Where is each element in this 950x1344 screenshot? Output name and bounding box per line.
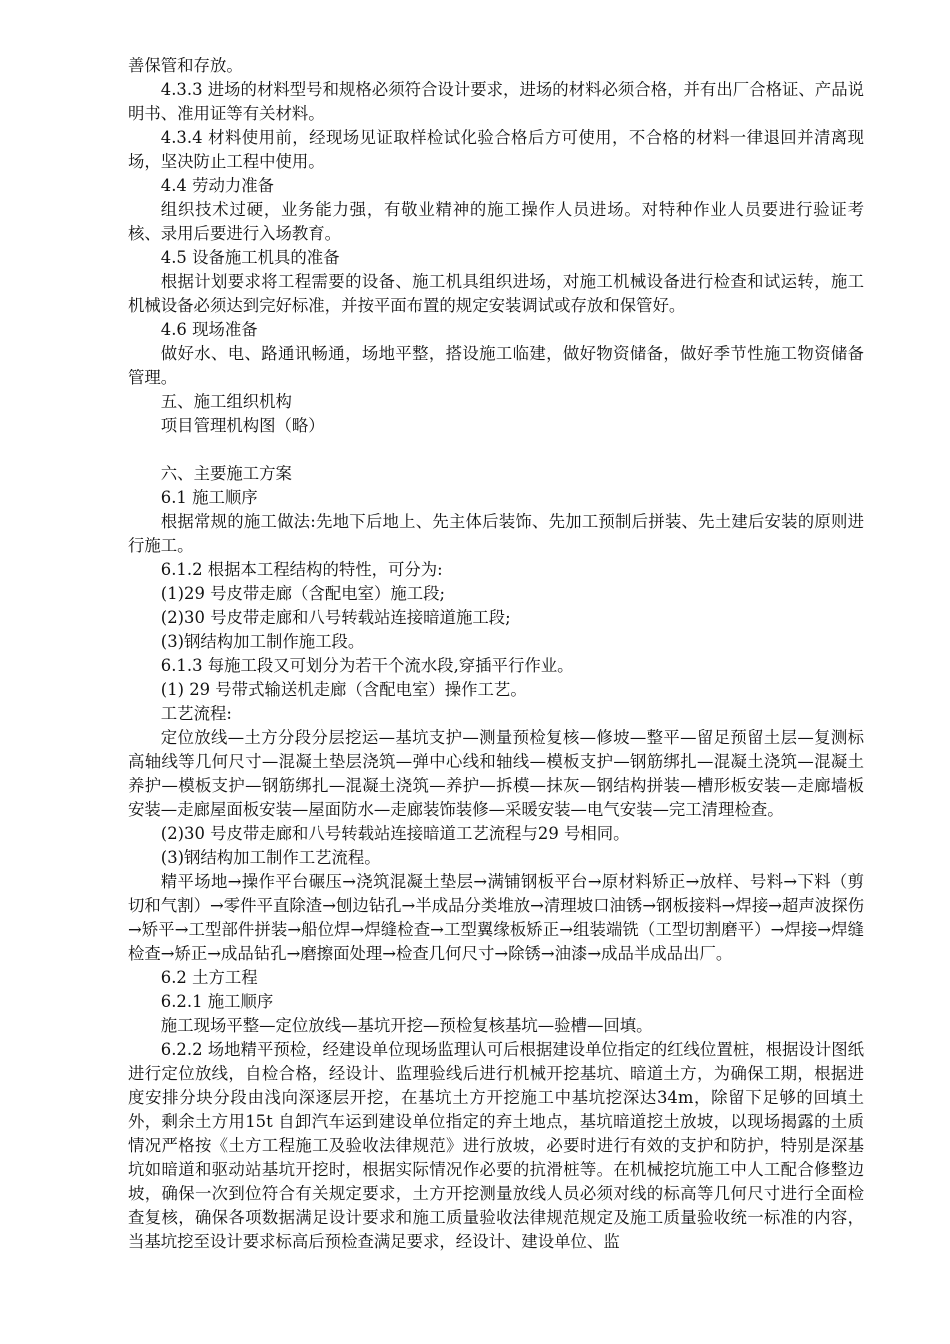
paragraph: 根据计划要求将工程需要的设备、施工机具组织进场，对施工机械设备进行检查和试运转，施工机械设备必须达到完好标准，并按平面布置的规定安装调试或存放和保管好。 <box>128 272 864 315</box>
list-item: (3)钢结构加工制作工艺流程。 <box>160 848 381 867</box>
paragraph: 4.3.4 材料使用前，经现场见证取样检试化验合格后方可使用，不合格的材料一律退回并清离现场，坚决防止工程中使用。 <box>128 128 864 171</box>
section-heading: 4.6 现场准备 <box>160 320 258 339</box>
blank-line <box>128 438 864 462</box>
paragraph: 6.1.2 根据本工程结构的特性，可分为: <box>160 560 443 579</box>
paragraph: 6.1.3 每施工段又可划分为若干个流水段,穿插平行作业。 <box>160 656 574 675</box>
paragraph: 6.2.2 场地精平预检，经建设单位现场监理认可后根据建设单位指定的红线位置桩，根据设计图纸进行定位放线，自检合格，经设计、监理验线后进行机械开挖基坑、暗道土方，为确保工期，根据进度安排分块分段由浅向深逐层开挖，在基坑土方开挖施工中基坑挖深达34m，除留下足够的回填土外，剩余土方用15t 自卸汽车运到建设单位指定的弃土地点，基坑暗道挖土放坡，以现场揭露的土质情况严格按《土方工程施工及验收法律规范》进行放坡，必要时进行有效的支护和防护，特别是深基坑如暗道和驱动站基坑开挖时，根据实际情况作必要的抗滑桩等。在机械挖坑施工中人工配合修整边坡，确保一次到位符合有关规定要求，土方开挖测量放线人员必须对线的标高等几何尺寸进行全面检查复核，确保各项数据满足设计要求和施工质量验收法律规范规定及施工质量验收统一标准的内容，当基坑挖至设计要求标高后预检查满足要求，经设计、建设单位、监 <box>128 1040 864 1251</box>
paragraph: 根据常规的施工做法:先地下后地上、先主体后装饰、先加工预制后拼装、先土建后安装的原则进行施工。 <box>128 512 864 555</box>
chapter-heading: 五、施工组织机构 <box>160 392 292 411</box>
section-heading: 6.1 施工顺序 <box>160 488 258 507</box>
section-heading: 4.4 劳动力准备 <box>160 176 275 195</box>
chapter-heading: 六、主要施工方案 <box>160 464 292 483</box>
paragraph: 组织技术过硬，业务能力强，有敬业精神的施工操作人员进场。对特种作业人员要进行验证考核、录用后要进行入场教育。 <box>128 200 864 243</box>
list-item: (3)钢结构加工制作施工段。 <box>160 632 365 651</box>
paragraph: 4.3.3 进场的材料型号和规格必须符合设计要求，进场的材料必须合格，并有出厂合格证、产品说明书、准用证等有关材料。 <box>128 80 864 123</box>
paragraph: 施工现场平整—定位放线—基坑开挖—预检复核基坑—验槽—回填。 <box>160 1016 653 1035</box>
document-page <box>128 54 864 1254</box>
paragraph: 定位放线—土方分段分层挖运—基坑支护—测量预检复核—修坡—整平—留足预留土层—复测标高轴线等几何尺寸—混凝土垫层浇筑—弹中心线和轴线—模板支护—钢筋绑扎—混凝土浇筑—混凝土养护—模板支护—钢筋绑扎—混凝土浇筑—养护—拆模—抹灰—钢结构拼装—槽形板安装—走廊墙板安装—走廊屋面板安装—屋面防水—走廊装饰装修—采暖安装—电气安装—完工清理检查。 <box>128 728 864 819</box>
paragraph: 工艺流程: <box>160 704 232 723</box>
list-item: (2)30 号皮带走廊和八号转载站连接暗道工艺流程与29 号相同。 <box>160 824 630 843</box>
paragraph: 善保管和存放。 <box>128 56 243 75</box>
list-item: (1) 29 号带式输送机走廊（含配电室）操作工艺。 <box>160 680 527 699</box>
paragraph: 项目管理机构图（略） <box>160 416 325 435</box>
section-heading: 4.5 设备施工机具的准备 <box>160 248 340 267</box>
paragraph: 做好水、电、路通讯畅通，场地平整，搭设施工临建，做好物资储备，做好季节性施工物资储备管理。 <box>128 344 864 387</box>
list-item: (1)29 号皮带走廊（含配电室）施工段; <box>160 584 446 603</box>
section-heading: 6.2 土方工程 <box>160 968 258 987</box>
list-item: (2)30 号皮带走廊和八号转载站连接暗道施工段; <box>160 608 511 627</box>
section-heading: 6.2.1 施工顺序 <box>160 992 274 1011</box>
paragraph: 精平场地→操作平台碾压→浇筑混凝土垫层→满铺钢板平台→原材料矫正→放样、号料→下料（剪切和气割）→零件平直除渣→刨边钻孔→半成品分类堆放→清理坡口油锈→钢板接料→焊接→超声波探伤→矫平→工型部件拼装→船位焊→焊缝检查→工型翼缘板矫正→组装端铣（工型切割磨平）→焊接→焊缝检查→矫正→成品钻孔→磨擦面处理→检查几何尺寸→除锈→油漆→成品半成品出厂。 <box>128 872 864 963</box>
